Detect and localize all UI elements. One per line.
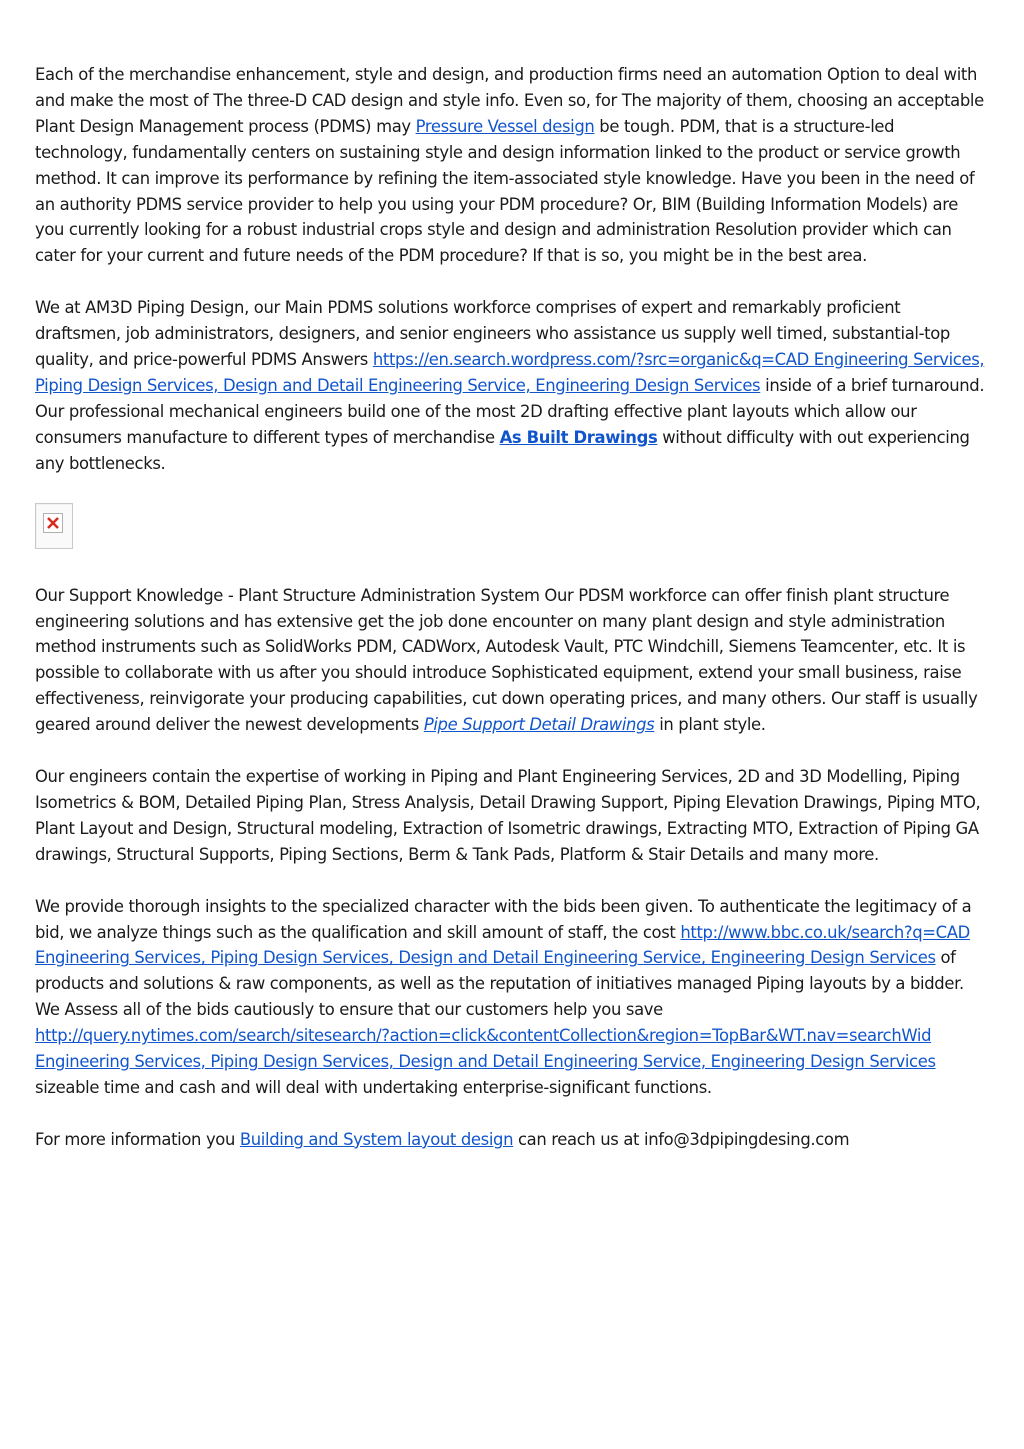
- building-system-layout-link[interactable]: Building and System layout design: [239, 1129, 514, 1149]
- red-x-icon: [46, 516, 60, 530]
- broken-image-frame: [43, 513, 63, 533]
- paragraph-text: of products and solutions & raw components, as well as the reputation of initiatives managed Piping layouts by a bidder. We Assess all of the bids cautiously to ensure that our customers help you save: [35, 948, 964, 1020]
- nytimes-search-link-continued[interactable]: Engineering Services, Piping Design Services, Design and Detail Engineering Service, Engineering Design Services: [35, 1052, 936, 1072]
- paragraph-contact: [35, 1127, 990, 1153]
- paragraph-support: [35, 583, 990, 738]
- paragraph-intro: [35, 62, 990, 269]
- paragraph-text: Our engineers contain the expertise of working in Piping and Plant Engineering Services, 2D and 3D Modelling, Piping Isometrics & BOM, Detailed Piping Plan, Stress Analysis, Detail Drawing Support, Piping Elevation Drawings, Piping MTO, Plant Layout and Design, Structural modeling, Extraction of Isometric drawings, Extracting MTO, Extraction of Piping GA drawings, Structural Supports, Piping Sections, Berm & Tank Pads, Platform & Stair Details and many more.: [35, 767, 981, 864]
- paragraph-text: without difficulty with out experiencing any bottlenecks.: [35, 427, 970, 473]
- pipe-support-detail-drawings-link[interactable]: Pipe Support Detail Drawings: [423, 715, 655, 735]
- paragraph-text: Each of the merchandise enhancement, style and design, and production firms need an automation Option to deal with and make the most of The three-D CAD design and style info. Even so, for The majority of them, choosing an acceptable Plant Design Management process (PDMS) may: [35, 65, 984, 136]
- paragraph-bids: [35, 894, 990, 1101]
- as-built-drawings-link[interactable]: As Built Drawings: [499, 427, 658, 447]
- paragraph-text: For more information you: [35, 1129, 240, 1149]
- paragraph-text: Our Support Knowledge - Plant Structure Administration System Our PDSM workforce can offer finish plant structure engineering solutions and has extensive get the job done encounter on many plant design and style administration method instruments such as SolidWorks PDM, CADWorx, Autodesk Vault, PTC Windchill, Siemens Teamcenter, etc. It is possible to collaborate with us after you should introduce Sophisticated equipment, extend your small business, raise effectiveness, reinvigorate your producing capabilities, cut down operating prices, and many others. Our staff is usually geared around deliver the newest developments: [35, 585, 978, 735]
- paragraph-text: We provide thorough insights to the specialized character with the bids been given. To authenticate the legitimacy of a bid, we analyze things such as the qualification and skill amount of staff, the cost: [35, 896, 972, 942]
- pressure-vessel-design-link[interactable]: Pressure Vessel design: [415, 116, 595, 136]
- paragraph-text: We at AM3D Piping Design, our Main PDMS solutions workforce comprises of expert and remarkably proficient draftsmen, job administrators, designers, and senior engineers who assistance us supply well timed, substantial-top quality, and price-powerful PDMS Answers: [35, 298, 950, 370]
- wordpress-search-link[interactable]: https://en.search.wordpress.com/?src=organic&q=CAD Engineering Services, Piping Design Services, Design and Detail Engineering Service, Engineering Design Services: [35, 350, 985, 395]
- nytimes-search-link[interactable]: http://query.nytimes.com/search/sitesearch/?action=click&contentCollection&region=TopBar&WT.nav=searchWid: [35, 1026, 932, 1046]
- paragraph-text: can reach us at info@3dpipingdesing.com: [513, 1129, 850, 1149]
- paragraph-text: be tough. PDM, that is a structure-led technology, fundamentally centers on sustaining style and design information linked to the product or service growth method. It can improve its performance by refining the item-associated style knowledge. Have you been in the need of an authority PDMS service provider to help you using your PDM procedure? Or, BIM (Building Information Models) are you currently looking for a robust industrial crops style and design and administration Resolution provider which can cater for your current and future needs of the PDM procedure? If that is so, you might be in the best area.: [35, 116, 975, 266]
- bbc-search-link[interactable]: http://www.bbc.co.uk/search?q=CAD Engineering Services, Piping Design Services, Design and Detail Engineering Service, Engineering Design Services: [35, 922, 970, 968]
- paragraph-text: sizeable time and cash and will deal with undertaking enterprise-significant functions.: [35, 1078, 712, 1097]
- paragraph-text: in plant style.: [654, 715, 766, 735]
- paragraph-about: [35, 295, 990, 476]
- paragraph-text: inside of a brief turnaround. Our professional mechanical engineers build one of the most 2D drafting effective plant layouts which allow our consumers manufacture to different types of merchandise: [35, 375, 985, 447]
- paragraph-engineers: [35, 764, 990, 868]
- broken-image-icon: [35, 503, 73, 549]
